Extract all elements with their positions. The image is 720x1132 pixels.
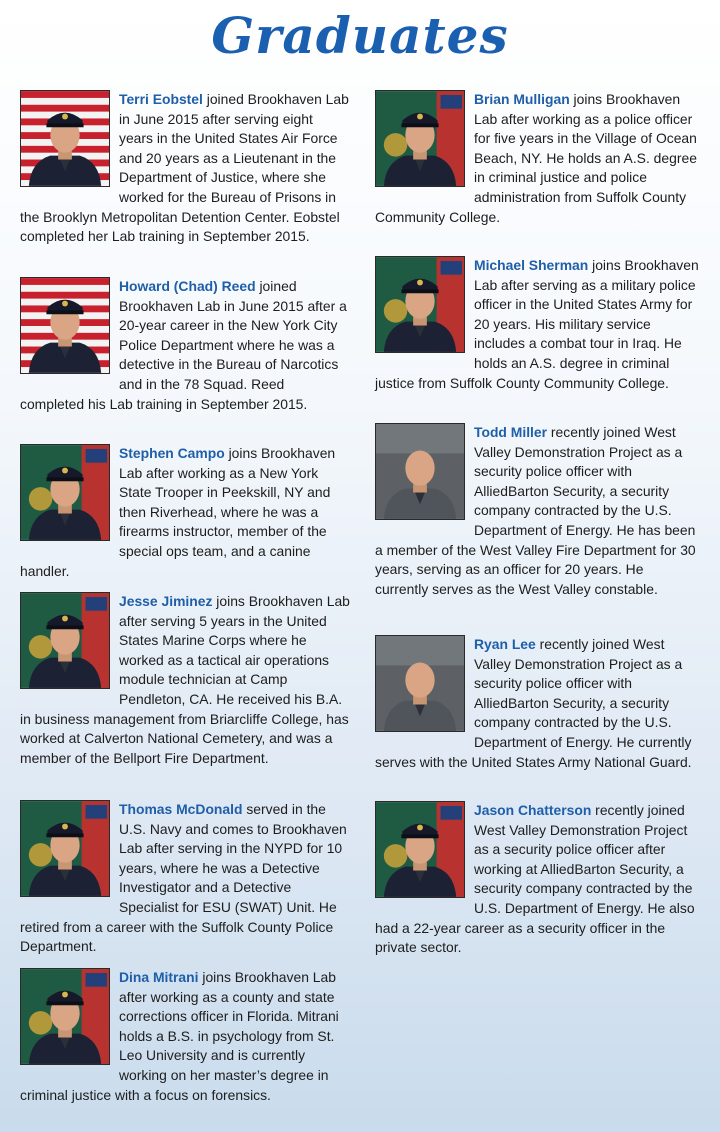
graduate-name: Todd Miller (474, 424, 548, 440)
graduate-photo (375, 635, 465, 732)
graduate-name: Jason Chatterson (474, 802, 592, 818)
graduate-name: Jesse Jiminez (119, 593, 213, 609)
graduate-photo (20, 968, 110, 1065)
graduate-bio: recently joined West Valley Demonstration Project as a security police officer with AlliedBarton Security, a security company contracted by the U.S. Department of Energy. He currently serves with the United States Army National Guard. (375, 636, 692, 770)
graduate-name: Stephen Campo (119, 445, 225, 461)
graduate-bio: joined Brookhaven Lab in June 2015 after a 20-year career in the New York City Police Department where he was a detective in the Bureau of Narcotics and in the 78 Squad. Reed completed his Lab training in September 2015. (20, 278, 347, 412)
graduate-photo (375, 423, 465, 520)
graduate-photo (375, 801, 465, 898)
graduate-bio: joins Brookhaven Lab after working as a police officer for five years in the Village of Ocean Beach, NY. He holds an A.S. degree in criminal justice and police administration from Suffolk County Community College. (375, 91, 697, 225)
graduate-entry (20, 90, 350, 247)
graduate-name: Terri Eobstel (119, 91, 203, 107)
graduate-entry (375, 90, 700, 227)
graduate-photo (20, 444, 110, 541)
graduate-name: Brian Mulligan (474, 91, 570, 107)
graduate-name: Michael Sherman (474, 257, 589, 273)
graduate-bio: joined Brookhaven Lab in June 2015 after serving eight years in the United States Air Force and 20 years as a Lieutenant in the Department of Justice, where she worked for the Bureau of Prisons in the Brooklyn Metropolitan Detention Center. Eobstel completed her Lab training in September 2015. (20, 91, 349, 245)
graduate-entry (20, 444, 350, 581)
graduate-entry (375, 635, 700, 772)
graduate-bio: joins Brookhaven Lab after working as a county and state corrections officer in Florida. Mitrani holds a B.S. in psychology from St. Leo University and is currently working on her master’s degree in criminal justice with a focus on forensics. (20, 969, 339, 1103)
page-title: Graduates (211, 6, 509, 65)
graduate-photo (20, 800, 110, 897)
graduate-entry (20, 277, 350, 414)
graduate-photo (20, 592, 110, 689)
graduate-entry (375, 423, 700, 599)
graduate-bio: recently joined West Valley Demonstration Project as a security police officer with AlliedBarton Security, a security company contracted by the U.S. Department of Energy. He has been a member of the West Valley Fire Department for 30 years, serving as an officer for 20 years. He currently serves as the West Valley constable. (375, 424, 696, 597)
graduate-bio: joins Brookhaven Lab after working as a New York State Trooper in Peekskill, NY and then Riverhead, where he was a firearms instructor, member of the special ops team, and a canine handler. (20, 445, 336, 579)
graduate-entry (20, 968, 350, 1105)
graduate-bio: joins Brookhaven Lab after serving 5 years in the United States Marine Corps where he worked as a tactical air operations module technician at Camp Pendleton, CA. He received his B.A. in business management from Briarcliffe College, has worked at Calverton National Cemetery, and was a member of the Bellport Fire Department. (20, 593, 350, 766)
graduate-name: Dina Mitrani (119, 969, 199, 985)
graduate-photo (20, 90, 110, 187)
graduate-name: Thomas McDonald (119, 801, 243, 817)
graduate-bio: served in the U.S. Navy and comes to Brookhaven Lab after serving in the NYPD for 10 years, where he was a Detective Investigator and a Detective Specialist for ESU (SWAT) Unit. He retired from a career with the Suffolk County Police Department. (20, 801, 347, 955)
graduate-name: Ryan Lee (474, 636, 536, 652)
graduate-entry (375, 256, 700, 393)
graduate-entry (375, 801, 700, 958)
graduate-bio: joins Brookhaven Lab after serving as a military police officer in the United States Army for 20 years. His military service includes a combat tour in Iraq. He holds an A.S. degree in criminal justice from Suffolk County Community College. (375, 257, 699, 391)
graduate-photo (375, 90, 465, 187)
graduate-entry (20, 592, 350, 768)
graduate-name: Howard (Chad) Reed (119, 278, 256, 294)
graduate-photo (375, 256, 465, 353)
graduate-entry (20, 800, 350, 957)
graduate-bio: recently joined West Valley Demonstration Project as a security police officer after working at AlliedBarton Security, a security company contracted by the U.S. Department of Energy. He also had a 22-year career as a security officer in the private sector. (375, 802, 695, 956)
graduate-photo (20, 277, 110, 374)
